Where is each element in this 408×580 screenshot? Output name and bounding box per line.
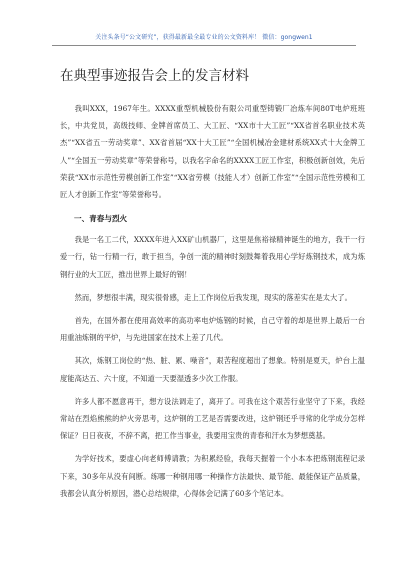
page-title: 在典型事迹报告会上的发言材料	[60, 68, 249, 84]
body-paragraph: 其次，炼钢工岗位的“热、脏、累、噪音”，艰苦程度超出了想象。特别是夏天，炉台上温度能高达五、六十度，不知道一天要湿透多少次工作服。	[60, 356, 365, 383]
header-rule	[52, 45, 356, 46]
header-banner: 关注头条号“公文研究”，获得最新最全最专业的公文资料库！ 微信：gongwen1	[95, 34, 313, 41]
section-heading: 一、青春与烈火	[74, 214, 128, 224]
body-paragraph: 首先，在国外都在使用高效率的高功率电炉炼钢的时候，自己守着的却是世界上最后一台用重油炼钢的平炉，与先进国家在技术上差了几代。	[60, 316, 365, 343]
body-paragraph: 许多人都不愿意再干，想方设法调走了，离开了。可我在这个艰苦行业坚守了下来，我经常站在烈焰熊熊的炉火旁思考，这炉钢的工艺是否需要改进，这炉钢还乎寻常的化学成分怎样保证？日日夜夜，不辞不离，把工作当事业，我要用宝贵的青春和汗水为梦想奠基。	[60, 396, 365, 441]
body-paragraph: 然而，梦想很丰满，现实很骨感，走上工作岗位后我发现，现实的落差实在是太大了。	[74, 292, 352, 302]
body-paragraph: 为学好技术，要虚心向老师傅请教；为积累经验，我每天握着一个小本本把炼钢流程记录下来，30多年从没有间断。练哪一种钢用哪一种操作方法最快、最节能、最能保证产品质量，我都会认真分析原因，潜心总结规律，心得体会记满了60多个笔记本。	[60, 454, 365, 498]
document-body	[60, 100, 365, 508]
body-paragraph: 我是一名工二代，XXXX年进入XX矿山机器厂，这里是焦裕禄精神诞生的地方，我干一行爱一行，钻一行精一行，敢于担当，争创一流的精神时刻鼓舞着我用心学好炼钢技术，成为炼钢行业的大工匠，推出世界上最好的钢！	[60, 235, 365, 279]
intro-paragraph: 我叫XXX，1967年生。XXXX重型机械股份有限公司重型铸锻厂冶炼车间80T电炉班班长，中共党员，高级技师、金牌首席员工、大工匠、“XX市十大工匠”“XX省首名职业技术英杰”“XX省五一劳动奖章”、XX省首届“XX十大工匠”“全国机械冶金建材系统XX式十大金牌工人”“全国五一劳动奖章”等荣誉称号，以我名字命名的XXXX工匠工作室，积极创新创效，先后荣获“XX市示范性劳模创新工作室”“XX省劳模（技能人才）创新工作室”“全国示范性劳模和工匠人才创新工作室”等荣誉称号。	[60, 104, 365, 200]
